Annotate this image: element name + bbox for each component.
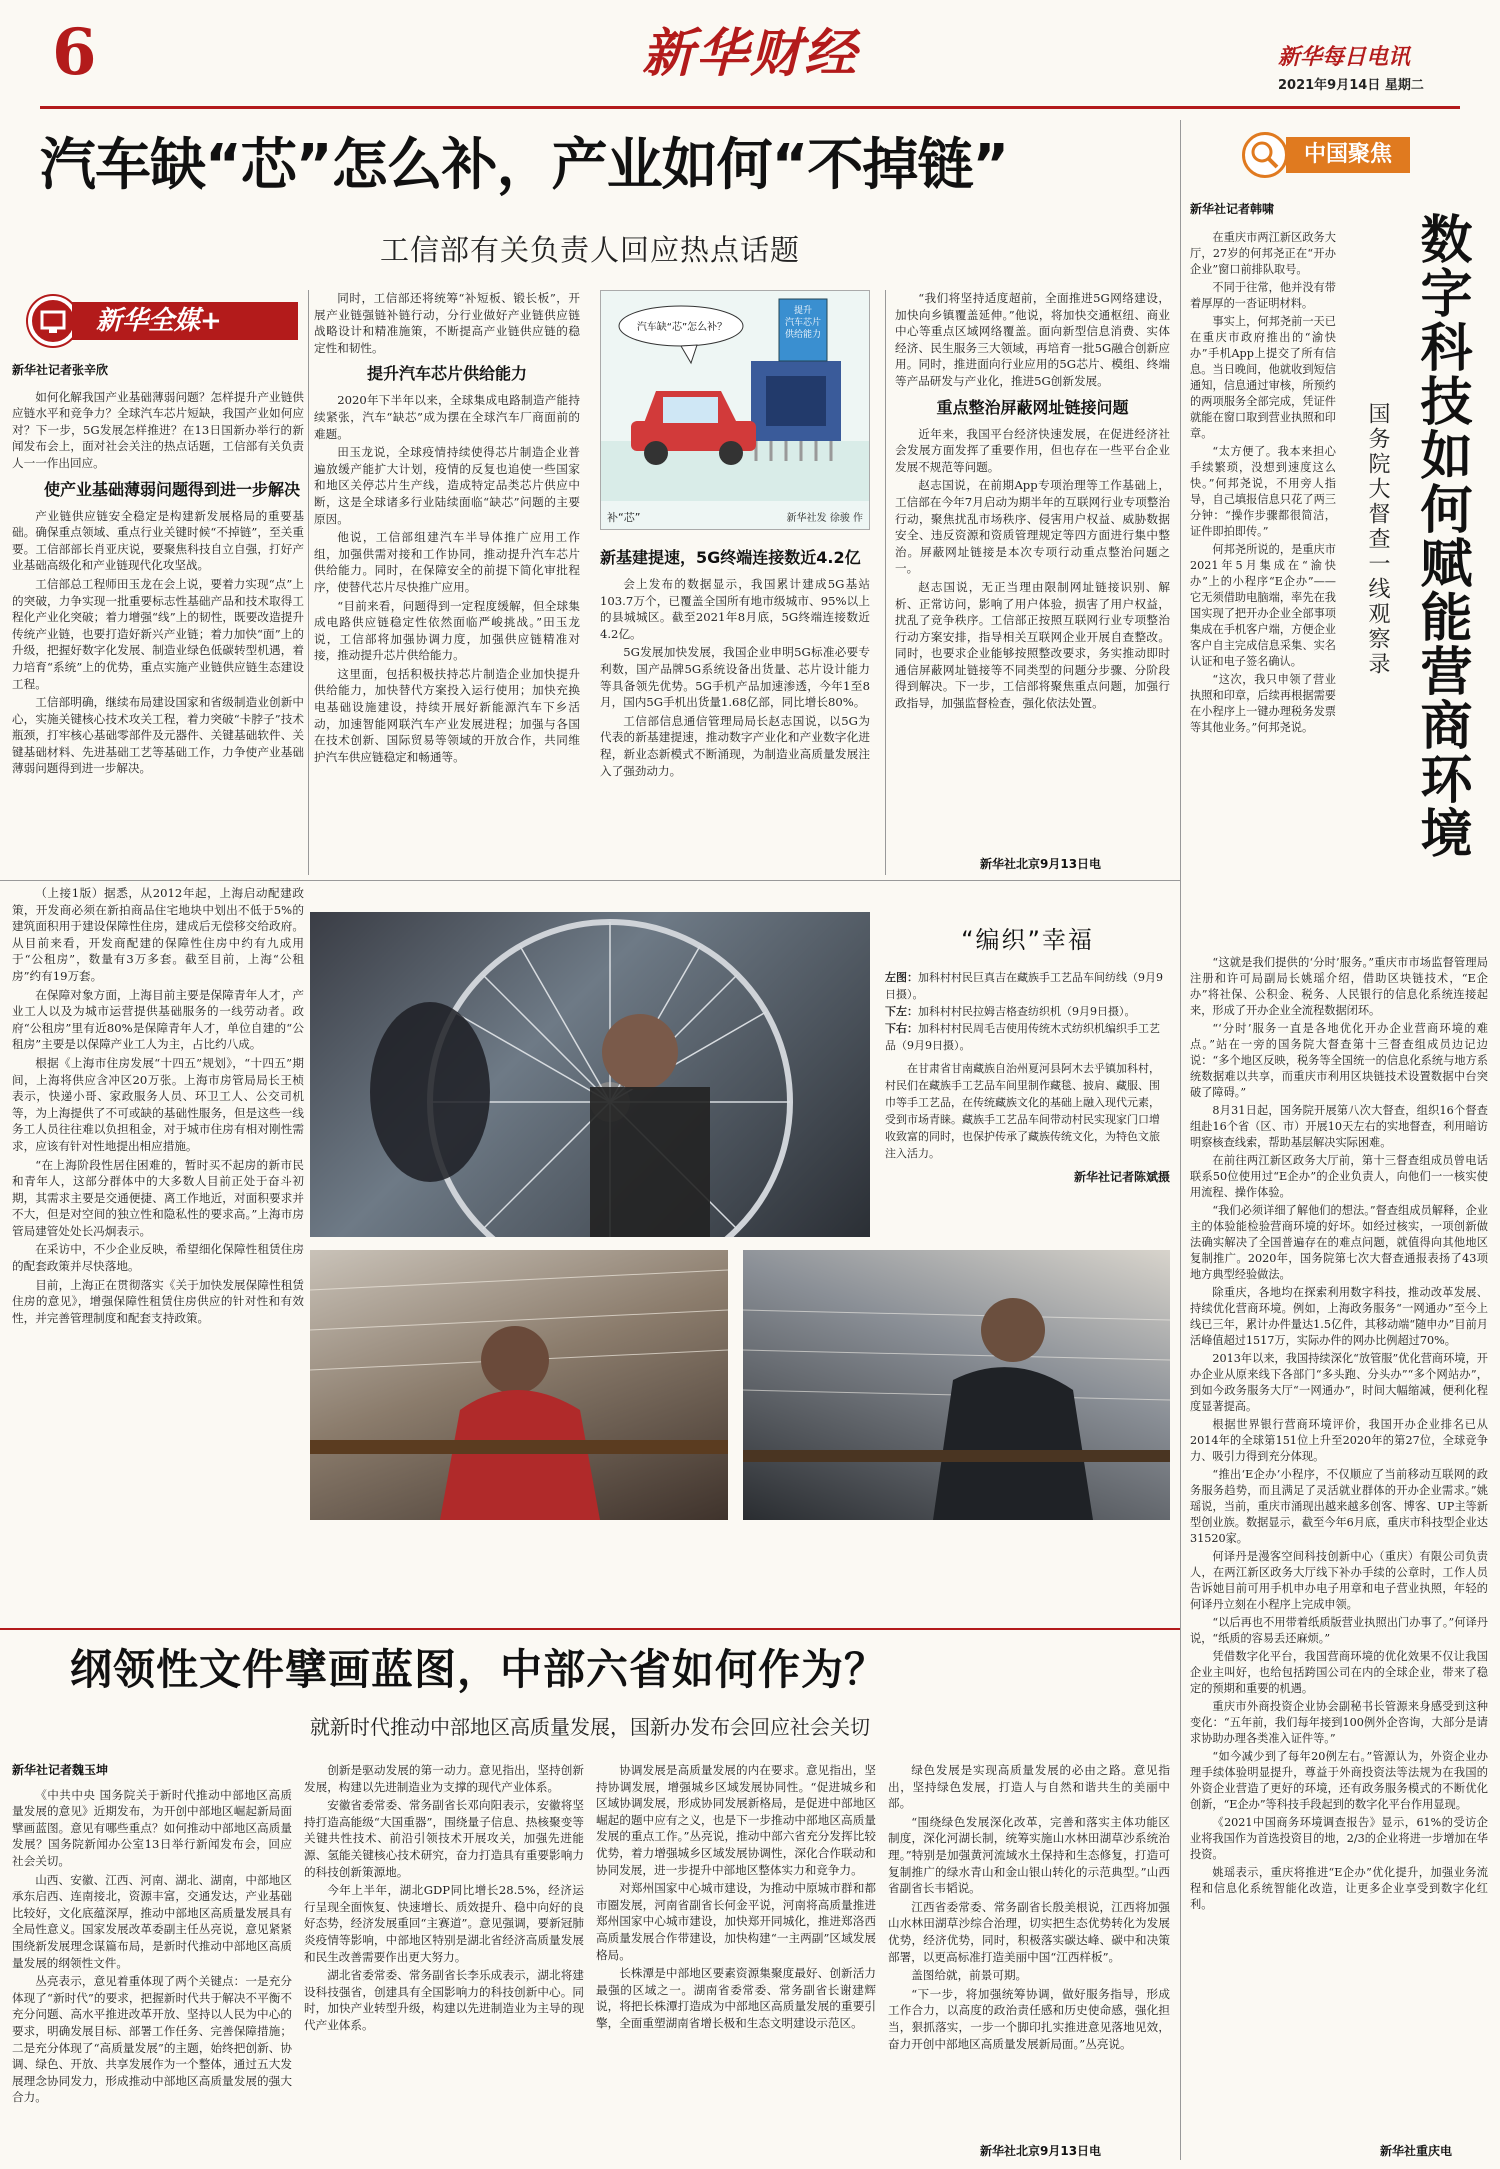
section-tag-xinhua	[28, 296, 300, 346]
paragraph: “我们将坚持适度超前，全面推进5G网络建设，加快向乡镇覆盖延伸。”他说，将加快交通枢纽、商业中心等重点区域网络覆盖。面向新型信息消费、实体经济、民生服务三大领域，再培育一批5G融合创新应用。同时，推进面向行业应用的5G芯片、模组、终端等产品研发与产业化，推进5G创新发展。	[895, 291, 1170, 388]
paragraph: “下一步，将加强统筹协调，做好服务指导，形成工作合力，以高度的政治责任感和历史使命感，强化担当，狠抓落实，一步一个脚印扎实推进意见落地见效，奋力开创中部地区高质量发展新局面。”丛亮说。	[888, 1986, 1170, 2051]
paragraph: 2020年下半年以来，全球集成电路制造产能持续紧张，汽车“缺芯”成为摆在全球汽车厂商面前的难题。	[314, 393, 580, 441]
caption-label: 左图：	[885, 971, 918, 984]
cartoon-sign-text: 提升	[793, 306, 813, 316]
article2-title: 纲领性文件擘画蓝图，中部六省如何作为？	[70, 1645, 888, 1694]
paragraph: 《中共中央 国务院关于新时代推动中部地区高质量发展的意见》近期发布，为开创中部地区崛起新局面擘画蓝图。意见有哪些重点？如何推动中部地区高质量发展？国务院新闻办公室13日举行新闻发布会，回应社会关切。	[12, 1787, 292, 1868]
dateline: 新华社北京9月13日电	[980, 2144, 1102, 2158]
paragraph: “这次，我只申领了营业执照和印章，后续再根据需要在小程序上一键办理税务发票等其他业务。”何邦尧说。	[1190, 673, 1336, 734]
search-icon	[28, 296, 78, 346]
lead-paragraph: 如何化解我国产业基础薄弱问题？怎样提升产业链供应链水平和竞争力？全球汽车芯片短缺，我国产业如何应对？下一步，5G发展怎样推进？在13日国新办举行的新闻发布会上，面对社会关注的热点话题，工信部有关负责人一一作出回应。	[12, 389, 304, 470]
column-divider	[885, 290, 886, 875]
svg-text:汽车芯片: 汽车芯片	[784, 318, 822, 328]
paragraph: 长株潭是中部地区要素资源集聚度最好、创新活力最强的区域之一。湖南省委常委、常务副省长谢建辉说，将把长株潭打造成为中部地区高质量发展的重要引擎，全面重塑湖南省增长极和生态文明建设示范区。	[596, 1966, 876, 2030]
paragraph: 山西、安徽、江西、河南、湖北、湖南，中部地区承东启西、连南接北，资源丰富，交通发达，产业基础比较好，文化底蕴深厚，推动中部地区高质量发展具有全局性意义。国家发展改革委副主任丛亮说，意见紧紧围绕新发展理念谋篇布局，是新时代推动中部地区高质量发展的纲领性文件。	[12, 1872, 292, 1970]
issue-date: 2021年9月14日 星期二	[1278, 78, 1424, 93]
paragraph: 何译丹是漫客空间科技创新中心（重庆）有限公司负责人，在两江新区政务大厅线下补办手续的公章时，工作人员告诉她目前可用手机申办电子用章和电子营业执照，年轻的何译丹立刻在小程序上完成申领。	[1190, 1550, 1488, 1611]
photo-feature-title: “编织”幸福	[961, 926, 1094, 954]
caption-body: 在甘肃省甘南藏族自治州夏河县阿木去乎镇加科村，村民们在藏族手工艺品车间里制作藏毯、披肩、藏服、围巾等手工艺品，在传统藏族文化的基础上融入现代元素，受到市场青睐。藏族手工艺品车间带动村民实现家门口增收致富的同时，也保护传承了藏族传统文化，为特色文旅注入活力。	[885, 1062, 1160, 1160]
paragraph: “以后再也不用带着纸质版营业执照出门办事了。”何译丹说，“纸质的容易丢还麻烦。”	[1190, 1616, 1488, 1645]
photo-credit: 新华社记者陈斌摄	[1073, 1170, 1170, 1184]
article2-subtitle: 就新时代推动中部地区高质量发展，国新办发布会回应社会关切	[310, 1715, 870, 1739]
paragraph: 这里面，包括积极扶持芯片制造企业加快提升供给能力，加快替代方案投入运行使用；加快充换电基础设施建设，持续开展好新能源汽车下乡活动，加速智能网联汽车产业发展进程；加强与各国在技术创新、国际贸易等领域的开放合作，共同维护汽车供应链稳定和畅通等。	[314, 666, 580, 764]
byline: 新华社记者韩啸	[1190, 202, 1275, 216]
column-divider	[1180, 120, 1181, 2160]
photo-lower-left-weaving	[310, 1250, 728, 1520]
paragraph: “‘分时’服务一直是各地优化开办企业营商环境的难点。”站在一旁的国务院大督查第十三督查组成员边记边说：“多个地区反映，税务等全国统一的信息化系统与地方系统数据难以共享，而重庆市利用区块链技术设置数据中台突破了障碍。”	[1190, 1022, 1488, 1099]
cartoon-caption: 补“芯”	[607, 511, 641, 524]
paragraph: 丛亮表示，意见着重体现了两个关键点：一是充分体现了“新时代”的要求，把握新时代共于解决不平衡不充分问题、高水平推进改革开放、坚持以人民为中心的要求，明确发展目标、部署工作任务、完善保障措施；二是充分体现了“高质量发展”的主题，始终把创新、协调、绿色、开放、共享发展作为一个整体，通过五大发展理念协同发力，形成推动中部地区高质量发展的强大合力。	[12, 1974, 292, 2105]
article3-wide-col	[1190, 955, 1488, 2140]
paragraph: “这就是我们提供的‘分时’服务。”重庆市市场监督管理局注册和许可局副局长姚瑶介绍，借助区块链技术，“E企办”将社保、公积金、税务、人民银行的信息化系统连接起来，形成了开办企业全流程数据闭环。	[1190, 956, 1488, 1017]
header-rule	[40, 106, 1460, 109]
paragraph: 安徽省委常委、常务副省长邓向阳表示，安徽将坚持打造高能级“大国重器”，围绕量子信息、热核聚变等关键共性技术、前沿引领技术开展攻关，加强先进能源、氢能关键核心技术研究，奋力打造具有重要影响力的科技创新策源地。	[304, 1798, 584, 1879]
paragraph: 工信部信息通信管理局局长赵志国说，以5G为代表的新基建提速，推动数字产业化和产业数字化进程，新业态新模式不断涌现，为制造业高质量发展注入了强劲动力。	[600, 713, 870, 778]
caption-text: 加科村村民周毛吉使用传统木式纺织机编织手工艺品（9月9日摄）。	[885, 1022, 1160, 1052]
paragraph: 田玉龙说，全球疫情持续使得芯片制造企业普遍放缓产能扩大计划，疫情的反复也追使一些国家和地区关停芯片生产线，造成特定品类芯片供应中断，这是全球诸多行业陆续面临“缺芯”问题的主要原因。	[314, 445, 580, 526]
paragraph: 绿色发展是实现高质量发展的必由之路。意见指出，坚持绿色发展，打造人与自然和谐共生的美丽中部。	[888, 1763, 1170, 1811]
caption-text: 加科村村民拉姆吉格查纺织机（9月9日摄）。	[918, 1005, 1136, 1018]
dateline: 新华社重庆电	[1380, 2144, 1453, 2158]
paragraph: 他说，工信部组建汽车半导体推广应用工作组，加强供需对接和工作协同，推动提升汽车芯片供给能力。同时，在保障安全的前提下简化审批程序，使替代芯片尽快推广应用。	[314, 530, 580, 594]
paragraph: 在采访中，不少企业反映，希望细化保障性租赁住房的配套政策并尽快落地。	[12, 1242, 304, 1274]
section-tag-china-focus	[1242, 132, 1412, 178]
paragraph: “在上海阶段性居住困难的，暂时买不起房的新市民和青年人，这部分群体中的大多数人目前正处于奋斗初期，其需求主要是交通便捷、离工作地近，对面积要求并不大，但是对空间的独立性和隐私性的要求高。”上海市房管局建管处处长冯炯表示。	[12, 1157, 304, 1238]
cartoon-credit: 新华社发 徐骏 作	[786, 513, 863, 524]
paragraph: 根据世界银行营商环境评价，我国开办企业排名已从2014年的全球第151位上升至2020年的第27位，全球竞争力、吸引力得到充分体现。	[1190, 1418, 1488, 1463]
paragraph: 重庆市外商投资企业协会副秘书长管源来身感受到这种变化：“五年前，我们每年接到100例外企咨询，大部分是请求协助办理各类准入证件等。”	[1190, 1700, 1488, 1745]
paragraph: 根据《上海市住房发展“十四五”规划》，“十四五”期间，上海将供应含冲区20万张。上海市房管局局长王桢表示，快递小哥、家政服务人员、环卫工人、公交司机等，为上海提供了不可或缺的基础性服务，但是这些一线务工人员往往难以负担租金，对于城市住房有相对刚性需求，应该有针对性地提出相应措施。	[12, 1055, 304, 1153]
paragraph: 产业链供应链安全稳定是构建新发展格局的重要基础。确保重点领域、重点行业关键时候“不掉链”，至关重要。工信部部长肖亚庆说，要聚焦科技自立自强，打好产业基础高级化和产业链现代化攻坚战。	[12, 508, 304, 573]
paper-name: 新华每日电讯	[1278, 44, 1411, 70]
byline: 新华社记者张辛欣	[12, 363, 109, 377]
section-rule	[0, 1628, 1180, 1630]
paragraph: 何邦尧所说的，是重庆市2021年5月集成在“渝快办”上的小程序“E企办”——它无须借助电脑端，率先在我国实现了把开办企业全部事项集成在手机客户端，方便企业客户自主完成信息采集、实名认证和电子签名确认。	[1190, 543, 1336, 668]
paragraph: 事实上，何邦尧前一天已在重庆市政府推出的“渝快办”手机App上提交了所有信息。当日晚间，他就收到短信通知，信息通过审核，所预约的两项服务全部完成，凭证件就能在窗口取到营业执照和印章。	[1190, 315, 1336, 440]
magnifier-icon	[1242, 132, 1288, 178]
article1-col1	[12, 362, 304, 874]
paragraph: 5G发展加快发展，我国企业申明5G标准必要专利数，国产品牌5G系统设备出货量、芯片设计能力等具备领先优势。5G手机产品加速渗透，今年1至8月，国内5G手机出货量1.68亿部，同比增长80%。	[600, 645, 870, 710]
article3-narrow-col	[1190, 230, 1336, 955]
paragraph: “我们必须详细了解他们的想法。”督查组成员解释，企业主的体验能检验营商环境的好坏。如经过核实，一项创新做法确实解决了全国普遍存在的难点问题，就值得向其他地区复制推广。2020年，国务院第七次大督查通报表扬了43项地方典型经验做法。	[1190, 1204, 1488, 1281]
paragraph: 除重庆，各地均在探索利用数字科技，推动改革发展、持续优化营商环境。例如，上海政务服务“一网通办”至今上线已三年，累计办件量达1.5亿件，其移动端“随申办”目前月活峰值超过1517万，实际办件的网办比例超过70%。	[1190, 1286, 1488, 1347]
paragraph: 盖图给就，前景可期。	[911, 1968, 1028, 1983]
paragraph: 赵志国说，无正当理由限制网址链接识别、解析、正常访问，影响了用户体验，损害了用户权益，扰乱了竞争秩序。工信部正按照互联网行业专项整治行动方案安排，指导相关互联网企业开展自查整改。同时，也要求企业能够按照整改要求，务实推动即时通信屏蔽网址链接等不同类型的问题分步骤、分阶段得到解决。下一步，工信部将聚焦重点问题，加强行政指导，加强监督检查，强化依法处置。	[895, 579, 1170, 711]
article2-col3	[596, 1762, 876, 2162]
article1-subtitle: 工信部有关负责人回应热点话题	[379, 233, 800, 267]
article3-subtitle: 国务院大督查一线观察录	[1365, 402, 1390, 677]
svg-text:供给能力: 供给能力	[784, 330, 822, 340]
article3-title: 数字科技如何赋能营商环境	[1411, 212, 1471, 860]
section-tag-label: 新华全媒+	[72, 302, 298, 340]
cartoon-speech: 汽车缺“芯”怎么补？	[636, 322, 728, 333]
paragraph: “推出‘E企办’小程序，不仅顺应了当前移动互联网的政务服务趋势，而且满足了灵活就业群体的开办企业需求。”姚瑶说，当前，重庆市涌现出越来越多创客、博客、UP主等新型创业族。数据显示，截至今年6月底，重庆市科技型企业达31520家。	[1190, 1468, 1488, 1545]
paragraph: 在前往两江新区政务大厅前，第十三督查组成员曾电话联系50位使用过“E企办”的企业负责人，向他们一一核实使用流程、操作体验。	[1190, 1154, 1488, 1199]
paragraph: 对郑州国家中心城市建设，为推动中原城市群和都市圈发展，河南省副省长何金平说，河南将高质量推进郑州国家中心城市建设，加快郑开同城化，推进郑洛西高质量发展合作带建设，加快构建“一主两副”区域发展格局。	[596, 1881, 876, 1962]
paragraph: 不同于往常，他并没有带着厚厚的一沓证明材料。	[1190, 281, 1336, 310]
paragraph: 同时，工信部还将统筹“补短板、锻长板”，开展产业链强链补链行动，分行业做好产业链供应链战略设计和精准施策，不断提高产业链供应链的稳定性和韧性。	[314, 291, 580, 355]
paragraph: “围绕绿色发展深化改革，完善和落实主体功能区制度，深化河湖长制，统筹实施山水林田湖草沙系统治理。”特别是加强黄河流域水土保持和生态修复，打造可复制推广的绿水青山和金山银山转化的示范典型。”山西省副省长韦韬说。	[888, 1814, 1170, 1896]
section-divider	[0, 880, 1180, 881]
column-divider	[308, 290, 309, 875]
subheading: 新基建提速，5G终端连接数近4.2亿	[600, 548, 861, 567]
paragraph: 《2021中国商务环境调查报告》显示，61%的受访企业将我国作为首选投资目的地，2/3的企业将进一步增加在华投资。	[1190, 1816, 1488, 1861]
paragraph: “如今减少到了每年20例左右。”管源认为，外资企业办理手续体验明显提升，尊益于外商投资法等法规为在我国的外资企业营造了更好的环境，还有政务服务模式的不断优化创新，“E企办”等科技手段起到的数字化平台作用显现。	[1190, 1750, 1488, 1811]
paragraph: 协调发展是高质量发展的内在要求。意见指出，坚持协调发展，增强城乡区域发展协同性。“促进城乡和区域协调发展，形成协同发展新格局，是促进中部地区崛起的题中应有之义，也是下一步推动中部地区高质量发展的重点工作。”丛亮说，推动中部六省充分发挥比较优势，着力增强城乡区域发展协调性，深化合作联动和协同发展，进一步提升中部地区整体实力和竞争力。	[596, 1763, 876, 1877]
subheading: 重点整治屏蔽网址链接问题	[936, 397, 1129, 417]
article1-col4	[895, 290, 1170, 850]
article2-col2	[304, 1762, 584, 2162]
paragraph: “太方便了。我本来担心手续繁琐，没想到速度这么快。”何邦尧说，不用旁人指导，自己填报信息只花了两三分钟：“操作步骤都很简洁，证件即拍即传。”	[1190, 445, 1336, 538]
paragraph: （上接1版）据悉，从2012年起，上海启动配建政策，开发商必须在新拍商品住宅地块中划出不低于5%的建筑面积用于建设保障性住房，建成后无偿移交给政府。从目前来看，开发商配建的保障性住房中约有九成用于“公租房”，数量有3万多套。截至目前，上海“公租房”约有19万套。	[12, 886, 304, 983]
dateline: 新华社北京9月13日电	[980, 857, 1102, 871]
paragraph: 近年来，我国平台经济快速发展，在促进经济社会发展方面发挥了重要作用，但也存在一些平台企业发展不规范等问题。	[895, 426, 1170, 474]
paragraph: 今年上半年，湖北GDP同比增长28.5%，经济运行呈现全面恢复、快速增长、质效提升、稳中向好的良好态势，经济发展重回“主赛道”。意见强调，要新冠肺炎疫情等影响，中部地区特别是湖北省经济高质量发展和民生改善需要作出更大努力。	[304, 1883, 584, 1964]
page-number: 6	[52, 15, 97, 90]
article2-col4	[888, 1762, 1170, 2140]
continued-article	[12, 885, 304, 1615]
paragraph: 目前，上海正在贯彻落实《关于加快发展保障性租赁住房的意见》，增强保障性租赁住房供应的针对性和有效性，并完善管理制度和配套支持政策。	[12, 1277, 304, 1325]
paragraph: 工信部明确，继续布局建设国家和省级制造业创新中心，实施关键核心技术攻关工程，着力突破“卡脖子”技术瓶颈，打牢核心基础零部件及元器件、关键基础软件、关键基础材料、先进基础工艺等基础工作，力争使产业基础薄弱问题得到进一步解决。	[12, 695, 304, 776]
article1-col3	[600, 540, 870, 875]
article1-col2	[314, 290, 580, 875]
paragraph: “目前来看，问题得到一定程度缓解，但全球集成电路供应链稳定性依然面临严峻挑战。”田玉龙说，工信部将加强协调力度，加强供应链精准对接，推动提升芯片供给能力。	[314, 598, 580, 663]
photo-lower-right-loom	[743, 1250, 1170, 1520]
paragraph: 凭借数字化平台，我国营商环境的优化效果不仅让我国企业主叫好，也给包括跨国公司在内的全球企业，带来了稳定的预期和重要的机遇。	[1190, 1650, 1488, 1695]
paragraph: 湖北省委常委、常务副省长李乐成表示，湖北将建设科技强省，创建具有全国影响力的科技创新中心。同时，加快产业转型升级，构建以先进制造业为主导的现代产业体系。	[304, 1968, 584, 2032]
caption-label: 下右：	[885, 1022, 918, 1035]
paragraph: 赵志国说，在前期App专项治理等工作基础上，工信部在今年7月启动为期半年的互联网行业专项整治行动，聚焦扰乱市场秩序、侵害用户权益、威胁数据安全、违反资源和资质管理规定等四方面进行集中整治。屏蔽网址链接是本次专项行动重点整治问题之一。	[895, 478, 1170, 576]
byline: 新华社记者魏玉坤	[12, 1763, 109, 1777]
cartoon-frame	[600, 290, 870, 530]
paragraph: 江西省委常委、常务副省长殷美根说，江西将加强山水林田湖草沙综合治理，切实把生态优势转化为发展优势，经济优势，同时，积极落实碳达峰、碳中和决策部署，以更高标准打造美丽中国“江西样板”。	[888, 1899, 1170, 1964]
paragraph: 创新是驱动发展的第一动力。意见指出，坚持创新发展，构建以先进制造业为支撑的现代产业体系。	[304, 1763, 584, 1794]
paragraph: 会上发布的数据显示，我国累计建成5G基站103.7万个，已覆盖全国所有地市级城市、95%以上的县城城区。截至2021年8月底，5G终端连接数近4.2亿。	[600, 577, 870, 641]
section-tag-label: 中国聚焦	[1286, 137, 1410, 173]
paragraph: 8月31日起，国务院开展第八次大督查，组织16个督查组赴16个省（区、市）开展10天左右的实地督查，利用暗访明察核查线索，帮助基层解决实际困难。	[1190, 1104, 1488, 1149]
photo-main-spinning	[310, 912, 870, 1237]
masthead: 新华财经	[641, 23, 858, 84]
subheading: 提升汽车芯片供给能力	[366, 364, 527, 384]
caption-text: 加科村村民巨真吉在藏族手工艺品车间纺线（9月9日摄）。	[885, 971, 1163, 1001]
article2-col1	[12, 1762, 292, 2162]
paragraph: 在保障对象方面，上海目前主要是保障青年人才，产业工人以及为城市运营提供基础服务的一线劳动者。政府“公租房”里有近80%是保障青年人才，单位自建的“公租房”主要是以保障产业工人为主，占比约八成。	[12, 987, 304, 1052]
paragraph: 姚瑶表示，重庆将推进“E企办”优化提升，加强业务流程和信息化系统智能化改造，让更多企业享受到数字化红利。	[1190, 1866, 1488, 1911]
paragraph: 2013年以来，我国持续深化“放管服”优化营商环境，开办企业从原来线下各部门“多头跑、分头办”“多个网站办”，到如今政务服务大厅“一网通办”，时间大幅缩减，便利化程度显著提高。	[1190, 1352, 1488, 1413]
paragraph: 在重庆市两江新区政务大厅，27岁的何邦尧正在“开办企业”窗口前排队取号。	[1190, 231, 1336, 276]
article1-title: 汽车缺“芯”怎么补，产业如何“不掉链”	[40, 133, 1009, 198]
paragraph: 工信部总工程师田玉龙在会上说，要着力实现“点”上的突破，力争实现一批重要标志性基础产品和技术取得工程化产业化突破；着力增强“线”上的韧性，既要改造提升传统产业链，也要打造好新兴产业链；着力加快“面”上的升级，把握好数字化发展、制造业绿色低碳转型机遇，着力培育“系统”上的优势，重点实施产业链供应链生态建设工程。	[12, 576, 304, 691]
caption-label: 下左：	[885, 1005, 918, 1018]
subheading: 使产业基础薄弱问题得到进一步解决	[44, 479, 301, 499]
photo-feature-caption-box	[885, 912, 1170, 1242]
